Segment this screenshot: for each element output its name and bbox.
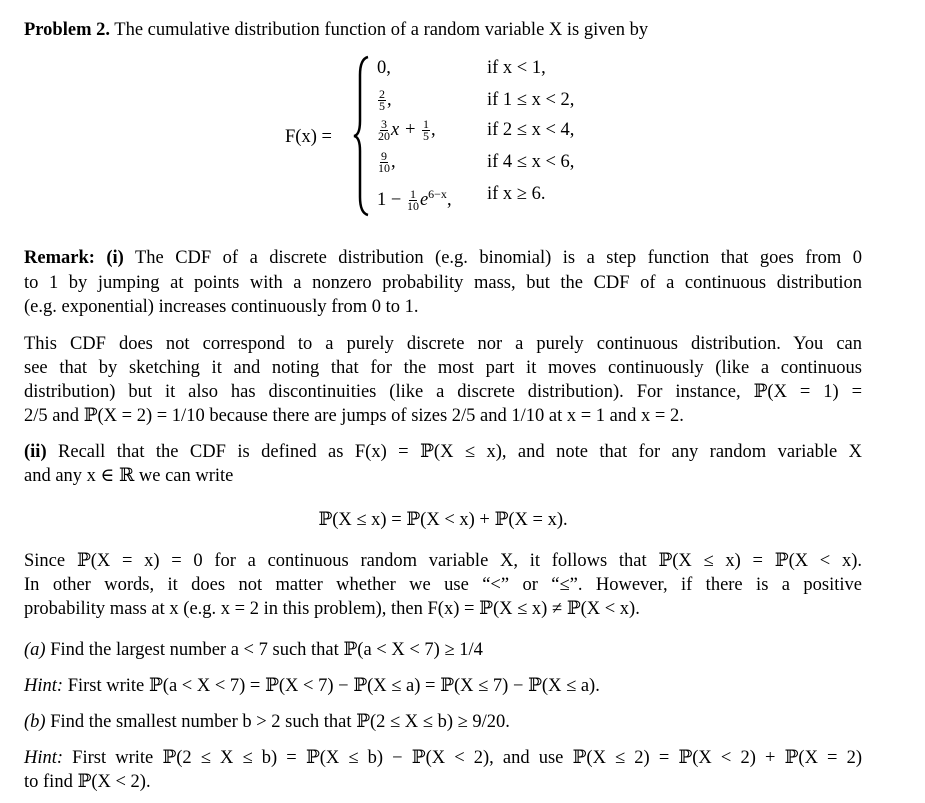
remark-line: to 1 by jumping at points with a nonzero probability mass, but the CDF of a continuous distribution [24,273,862,293]
question-b: (b) Find the smallest number b > 2 such that ℙ(2 ≤ X ≤ b) ≥ 9/20. [24,712,510,732]
cdf-row-value: $\frac{9}{10}$ , [378,149,396,176]
cdf-row-value: $\frac{3}{20}$ x + $\frac{1}{5}$ , [378,117,436,144]
paragraph-line: see that by sketching it and noting that for the most part it moves continuously (like a continuous [24,358,862,378]
paragraph-line: In other words, it does not matter whether we use “<” or “≤”. However, if there is a positive [24,575,862,595]
display-equation: ℙ(X ≤ x) = ℙ(X < x) + ℙ(X = x). [318,510,568,530]
remark-line: Remark: (i) The CDF of a discrete distribution (e.g. binomial) is a step function that goes from 0 [24,248,862,268]
cdf-row-condition: if 1 ≤ x < 2, [487,90,575,110]
cdf-row-value: 0, [377,58,391,78]
question-a: (a) Find the largest number a < 7 such that ℙ(a < X < 7) ≥ 1/4 [24,640,483,660]
hint-b-line: to find ℙ(X < 2). [24,772,151,792]
paragraph-line: distribution) but it also has discontinuities (like a discrete distribution). For instance, ℙ(X = 1) = [24,382,862,402]
paragraph-line: and any x ∈ ℝ we can write [24,466,234,486]
cdf-row-condition: if x < 1, [487,58,546,78]
paragraph-line: Since ℙ(X = x) = 0 for a continuous random variable X, it follows that ℙ(X ≤ x) = ℙ(X < x). [24,551,862,571]
cdf-row-condition: if x ≥ 6. [487,184,546,204]
paragraph-line: probability mass at x (e.g. x = 2 in this problem), then F(x) = ℙ(X ≤ x) ≠ ℙ(X < x). [24,599,640,619]
remark-line: (e.g. exponential) increases continuously from 0 to 1. [24,297,419,317]
hint-b: Hint: First write ℙ(2 ≤ X ≤ b) = ℙ(X ≤ b) − ℙ(X < 2), and use ℙ(X ≤ 2) = ℙ(X < 2) + ℙ(X = 2) [24,748,862,768]
paragraph-line: (ii) Recall that the CDF is defined as F(x) = ℙ(X ≤ x), and note that for any random variable X [24,442,862,462]
cdf-row-value: $\frac{2}{5}$ , [379,87,392,114]
paragraph-line: This CDF does not correspond to a purely discrete nor a purely continuous distribution. You can [24,334,862,354]
cdf-lhs: F(x) = [285,127,332,147]
paragraph-line: 2/5 and ℙ(X = 2) = 1/10 because there are jumps of sizes 2/5 and 1/10 at x = 1 and x = 2. [24,406,684,426]
cdf-row-condition: if 2 ≤ x < 4, [487,120,575,140]
problem-heading: Problem 2. The cumulative distribution function of a random variable X is given by [24,20,649,40]
cdf-row-condition: if 4 ≤ x < 6, [487,152,575,172]
cdf-row-value: 1 − $\frac{1}{10}$ $e^{6-x}$, [377,187,452,214]
hint-a: Hint: First write ℙ(a < X < 7) = ℙ(X < 7) − ℙ(X ≤ a) = ℙ(X ≤ 7) − ℙ(X ≤ a). [24,676,600,696]
left-brace-icon [352,55,372,217]
